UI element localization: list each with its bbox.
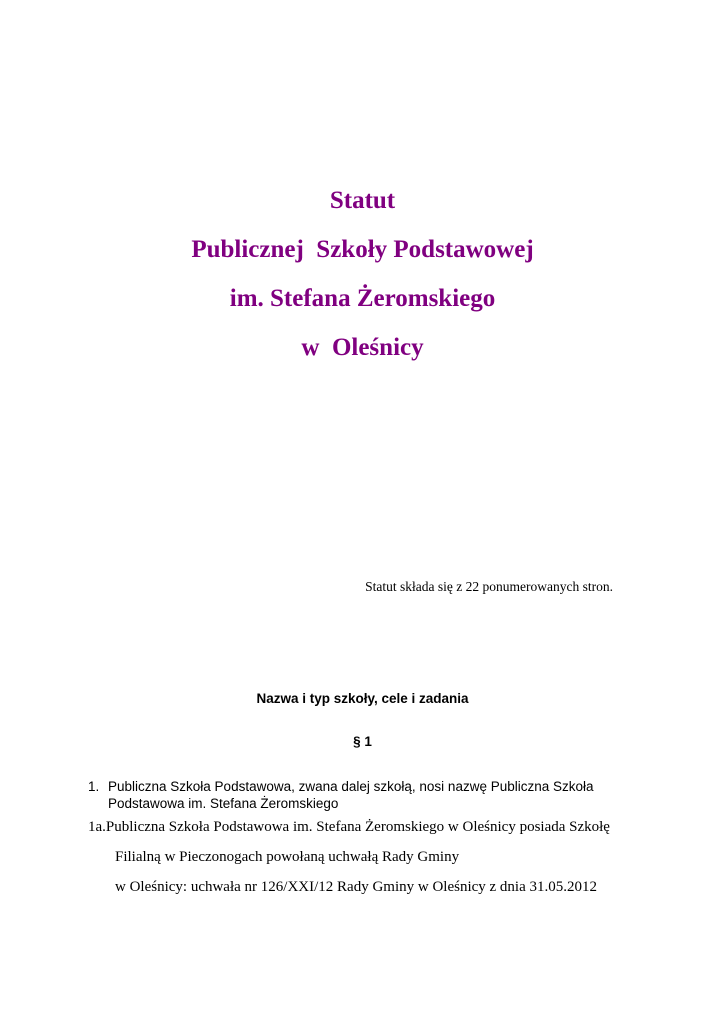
list-item-1a-line-2: Filialną w Pieczonogach powołaną uchwałą Rady Gminy xyxy=(115,849,460,865)
list-item-text-line-2: Podstawowa im. Stefana Żeromskiego xyxy=(108,796,339,811)
list-item-1a-line-3: w Oleśnicy: uchwała nr 126/XXI/12 Rady Gminy w Oleśnicy z dnia 31.05.2012 xyxy=(115,879,597,895)
paragraph-number: § 1 xyxy=(353,734,372,749)
title-line-patron: im. Stefana Żeromskiego xyxy=(229,285,496,312)
title-line-statut: Statut xyxy=(329,187,396,214)
title-line-town: w Oleśnicy xyxy=(301,334,424,361)
page-count-note: Statut składa się z 22 ponumerowanych stron. xyxy=(365,579,613,594)
list-item-text-line-1: Publiczna Szkoła Podstawowa, zwana dalej szkołą, nosi nazwę Publiczna Szkoła xyxy=(108,779,594,794)
title-line-school-type: Publicznej Szkoły Podstawowej xyxy=(191,236,534,263)
section-heading: Nazwa i typ szkoły, cele i zadania xyxy=(256,691,469,706)
list-item-1a xyxy=(88,812,688,902)
list-item-number: 1. xyxy=(88,779,100,794)
list-item-1 xyxy=(88,778,658,812)
list-item-1a-line-1: 1a.Publiczna Szkoła Podstawowa im. Stefana Żeromskiego w Oleśnicy posiada Szkołę xyxy=(88,819,610,835)
document-title xyxy=(0,176,725,372)
